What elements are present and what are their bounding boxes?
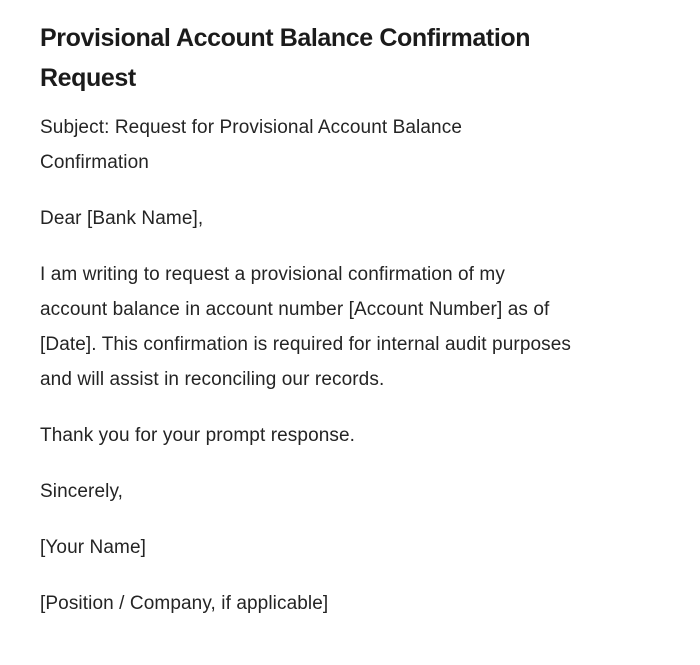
text-line: Sincerely, bbox=[40, 481, 124, 502]
text-line: Thank you for your prompt response. bbox=[40, 425, 356, 446]
page-title bbox=[40, 18, 642, 98]
closing bbox=[40, 474, 642, 509]
page-title-line: Request bbox=[40, 64, 136, 92]
text-line: Dear [Bank Name], bbox=[40, 208, 204, 229]
text-line: and will assist in reconciling our records. bbox=[40, 369, 385, 390]
text-line: [Date]. This confirmation is required for internal audit purposes bbox=[40, 334, 572, 355]
text-line: Confirmation bbox=[40, 152, 149, 173]
text-line: [Your Name] bbox=[40, 537, 147, 558]
text-line: I am writing to request a provisional confirmation of my bbox=[40, 264, 505, 285]
salutation bbox=[40, 201, 642, 236]
page-title-line: Provisional Account Balance Confirmation bbox=[40, 24, 531, 52]
thank-you-line bbox=[40, 418, 642, 453]
subject-line bbox=[40, 110, 642, 180]
signature-name-placeholder bbox=[40, 530, 642, 565]
letter-body bbox=[40, 110, 642, 621]
signature-position-placeholder bbox=[40, 586, 642, 621]
text-line: account balance in account number [Account Number] as of bbox=[40, 299, 550, 320]
text-line: [Position / Company, if applicable] bbox=[40, 593, 329, 614]
body-paragraph bbox=[40, 257, 642, 397]
text-line: Subject: Request for Provisional Account Balance bbox=[40, 117, 462, 138]
